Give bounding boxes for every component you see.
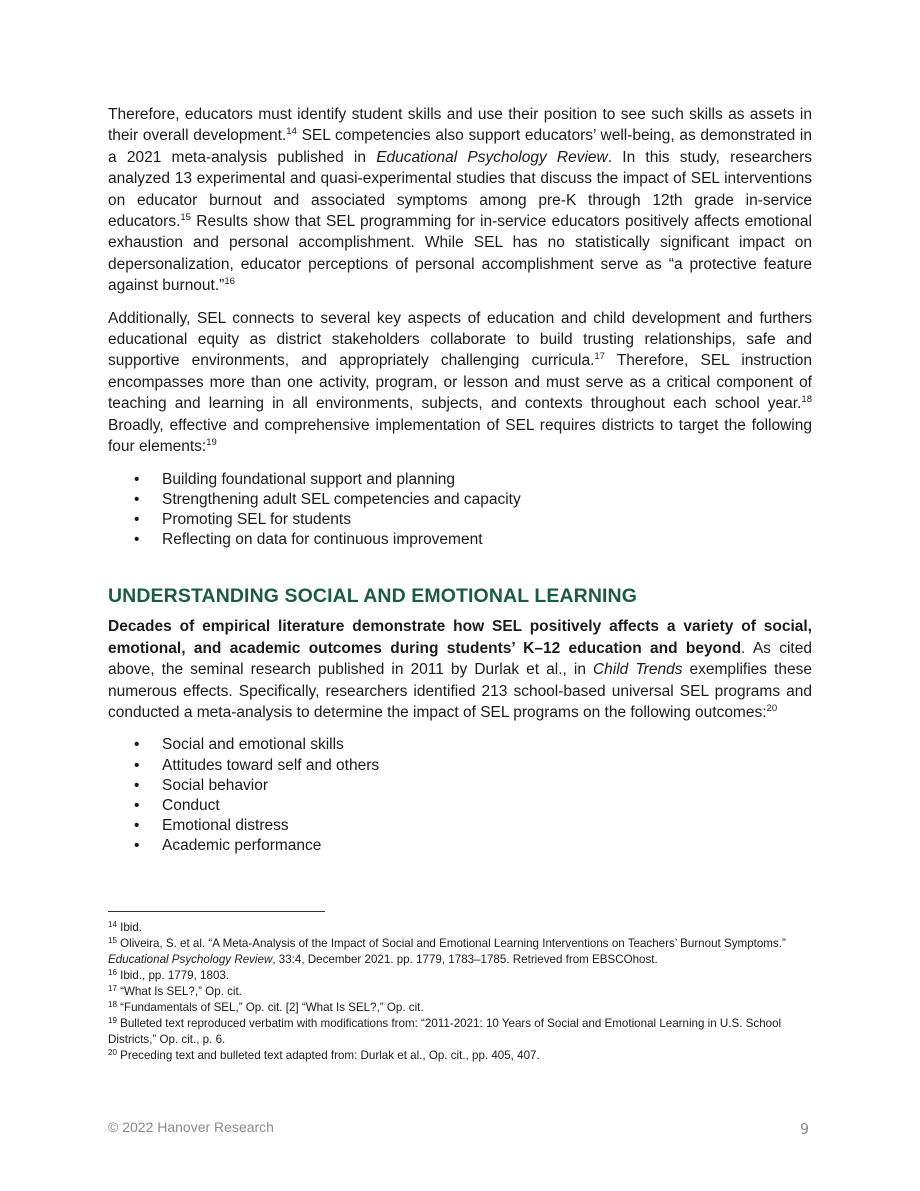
paragraph-empirical-literature — [108, 616, 812, 723]
paragraph-text: Broadly, effective and comprehensive implementation of SEL requires districts to target the following four elements: — [108, 416, 812, 456]
paragraph-educator-wellbeing — [108, 104, 812, 297]
footnote-ref-17[interactable]: 17 — [594, 351, 605, 363]
document-body — [108, 104, 812, 857]
list-item: • Emotional distress — [108, 816, 812, 836]
publication-title: Child Trends — [592, 661, 683, 679]
list-item: • Attitudes toward self and others — [108, 756, 812, 776]
footnote-16 — [108, 968, 812, 984]
footnote-text: Preceding text and bulleted text adapted from: Durlak et al., Op. cit., pp. 405, 407. — [116, 1049, 540, 1062]
footnote-text: Ibid., pp. 1779, 1803. — [116, 969, 230, 982]
paragraph-sel-connections — [108, 308, 812, 458]
footnotes — [108, 920, 812, 1064]
footnote-ref-20[interactable]: 20 — [766, 702, 778, 714]
footnote-number: 18 — [108, 1000, 117, 1009]
section-heading: UNDERSTANDING SOCIAL AND EMOTIONAL LEARNING — [108, 585, 638, 608]
footnote-text: “What Is SEL?,” Op. cit. — [116, 985, 242, 998]
footnote-text: “Fundamentals of SEL,” Op. cit. [2] “What Is SEL?,” Op. cit. — [116, 1001, 424, 1014]
footnote-ref-18[interactable]: 18 — [801, 394, 812, 406]
footnote-number: 20 — [108, 1048, 117, 1057]
footnote-number: 19 — [108, 1016, 117, 1025]
footnote-ref-16[interactable]: 16 — [224, 276, 235, 288]
footnote-18 — [108, 1000, 812, 1016]
footnote-text: Oliveira, S. et al. “A Meta-Analysis of the Impact of Social and Emotional Learning Interventions on Teachers’ Burnout Symptoms.” — [116, 937, 786, 950]
list-item: • Building foundational support and planning — [108, 470, 812, 490]
footnote-text: Bulleted text reproduced verbatim with modifications from: “2011-2021: 10 Years of Social and Emotional Learning in U.S. School Districts,” Op. cit., p. 6. — [108, 1017, 782, 1046]
footnote-number: 17 — [108, 984, 117, 993]
paragraph-text: Additionally, SEL connects to several key aspects of education and child development and furthers educational equity as district stakeholders collaborate to build trusting relationships, safe and supportive environments, and appropriately challenging curricula. — [108, 309, 812, 370]
paragraph-text: Therefore, educators must identify student skills and use their position to see such skills as assets in their overall development. — [108, 106, 812, 145]
paragraph-text: exemplifies these numerous effects. Specifically, researchers identified 213 school-based universal SEL programs and conducted a meta-analysis to determine the impact of SEL programs on the following outcomes: — [108, 661, 813, 721]
footnote-ref-15[interactable]: 15 — [180, 212, 191, 224]
list-item: • Promoting SEL for students — [108, 510, 812, 530]
footnote-text: Ibid. — [116, 921, 143, 934]
list-item: • Social behavior — [108, 776, 812, 796]
footnote-number: 16 — [108, 968, 117, 977]
list-item: • Reflecting on data for continuous improvement — [108, 530, 812, 550]
footer-copyright: © 2022 Hanover Research — [108, 1119, 274, 1135]
footnote-14 — [108, 920, 812, 936]
list-item: • Conduct — [108, 796, 812, 816]
footnote-text: , 33:4, December 2021. pp. 1779, 1783–1785. Retrieved from EBSCOhost. — [272, 953, 658, 966]
footnote-20 — [108, 1048, 812, 1064]
outcomes-list — [108, 735, 812, 856]
list-item: • Strengthening adult SEL competencies and capacity — [108, 490, 812, 510]
list-item: • Academic performance — [108, 836, 812, 856]
paragraph-text: Results show that SEL programming for in-service educators positively affects emotional exhaustion and personal accomplishment. While SEL has no statistically significant impact on depersonalization, educator perceptions of personal accomplishment serve as “a protective feature against burnout.” — [108, 213, 812, 295]
footnote-separator — [108, 911, 325, 912]
journal-title: Educational Psychology Review — [108, 953, 273, 966]
footnote-ref-19[interactable]: 19 — [206, 437, 217, 449]
list-item: • Social and emotional skills — [108, 735, 812, 755]
four-elements-list — [108, 470, 812, 551]
footnote-17 — [108, 984, 812, 1000]
paragraph-text: . As cited above, the seminal research published in 2011 by Durlak et al., in — [108, 639, 812, 679]
paragraph-text: Therefore, SEL instruction encompasses more than one activity, program, or lesson and must serve as a critical component of teaching and learning in all environments, subjects, and contexts throughout each school year. — [108, 352, 813, 413]
paragraph-text: . In this study, researchers analyzed 13 experimental and quasi-experimental studies that discuss the impact of SEL interventions on educator burnout and associated symptoms among pre-K through 12th grade in-service educators. — [108, 148, 812, 231]
page-number: 9 — [800, 1120, 810, 1138]
paragraph-text: SEL competencies also support educators’ well-being, as demonstrated in a 2021 meta-analysis published in — [108, 127, 812, 166]
footnote-number: 14 — [108, 920, 117, 929]
bold-lead-sentence: Decades of empirical literature demonstrate how SEL positively affects a variety of social, emotional, and academic outcomes during students’ K–12 education and beyond — [108, 618, 812, 657]
journal-title: Educational Psychology Review — [376, 148, 608, 166]
footnote-number: 15 — [108, 936, 117, 945]
footnote-19 — [108, 1016, 812, 1048]
footnote-15 — [108, 936, 812, 968]
footnote-ref-14[interactable]: 14 — [286, 126, 297, 138]
